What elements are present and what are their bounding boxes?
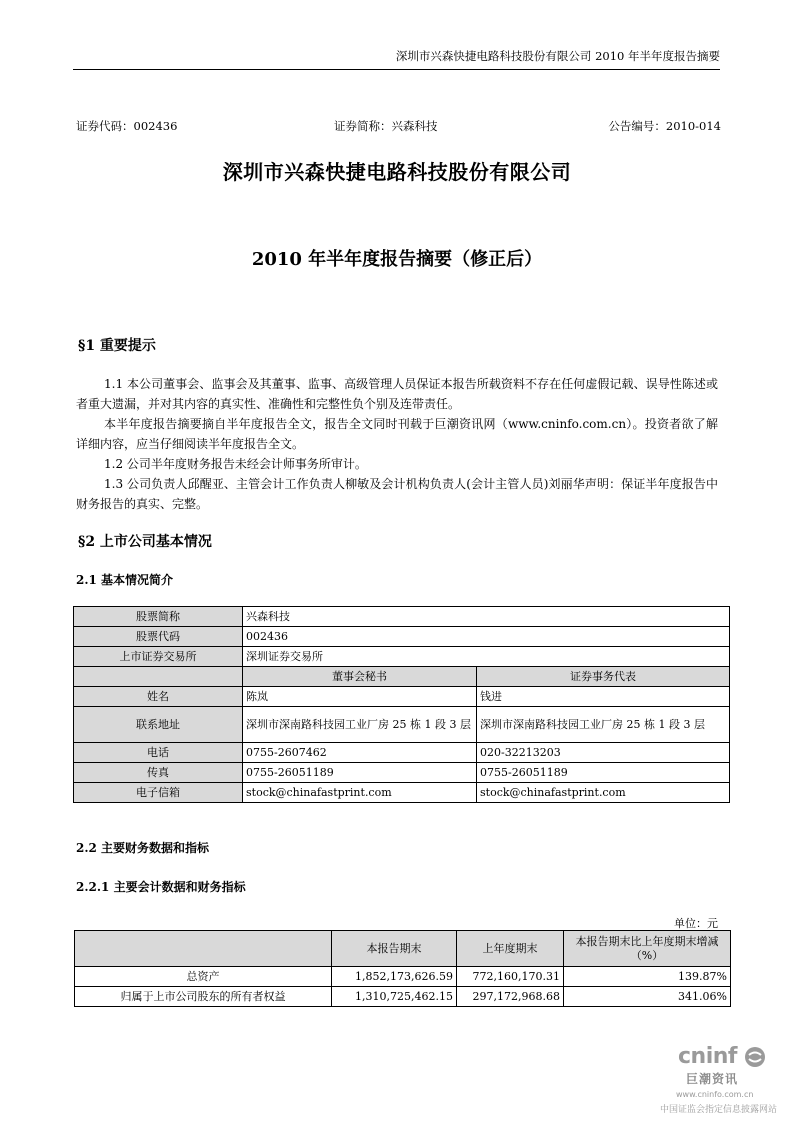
table-header-representative: 证券事务代表	[477, 667, 730, 687]
table-cell: 深圳市深南路科技园工业厂房 25 栋 1 段 3 层	[243, 707, 477, 743]
table-cell: 1,310,725,462.15	[332, 987, 457, 1007]
table-header: 本报告期末比上年度期末增减（%）	[564, 931, 731, 967]
subsection-2-2-1: 2.2.1 主要会计数据和财务指标	[76, 880, 246, 894]
company-title: 深圳市兴森快捷电路科技股份有限公司	[222, 160, 572, 184]
table-row	[75, 967, 731, 987]
security-meta	[76, 118, 721, 134]
table-cell: 341.06%	[564, 987, 731, 1007]
table-label: 上市证券交易所	[74, 647, 243, 667]
paragraph-1-1: 1.1 本公司董事会、监事会及其董事、监事、高级管理人员保证本报告所载资料不存在任何虚假记载、误导性陈述或者重大遗漏，并对其内容的真实性、准确性和完整性负个别及连带责任。	[76, 377, 718, 411]
table-cell: 0755-2607462	[243, 743, 477, 763]
cninfo-watermark	[660, 1044, 790, 1120]
table-header: 本报告期末	[332, 931, 457, 967]
table-row	[75, 987, 731, 1007]
running-header	[73, 48, 720, 70]
table-cell: stock@chinafastprint.com	[477, 783, 730, 803]
table-cell: 020-32213203	[477, 743, 730, 763]
table-row	[74, 627, 730, 647]
paragraph-1-2: 1.2 公司半年度财务报告未经会计师事务所审计。	[104, 457, 367, 471]
table-row	[74, 707, 730, 743]
cninfo-brand: cninf	[678, 1044, 737, 1069]
table-label: 联系地址	[74, 707, 243, 743]
paragraph-1-3: 1.3 公司负责人邱醒亚、主管会计工作负责人柳敏及会计机构负责人(会计主管人员)刘丽华声明：保证半年度报告中财务报告的真实、完整。	[76, 477, 718, 511]
table-label: 归属于上市公司股东的所有者权益	[75, 987, 332, 1007]
unit-label: 单位：元	[674, 917, 718, 930]
cninfo-logo-icon	[744, 1046, 766, 1068]
table-header: 上年度期末	[457, 931, 564, 967]
cninfo-slogan: 中国证监会指定信息披露网站	[660, 1105, 778, 1115]
running-header-text: 深圳市兴森快捷电路科技股份有限公司 2010 年半年度报告摘要	[395, 49, 720, 63]
table-label: 传真	[74, 763, 243, 783]
section1-heading: §1 重要提示	[78, 338, 156, 354]
table-row	[75, 931, 731, 967]
table-cell: 139.87%	[564, 967, 731, 987]
table-cell: 772,160,170.31	[457, 967, 564, 987]
table-row	[74, 647, 730, 667]
table-cell: 陈岚	[243, 687, 477, 707]
table-row	[74, 687, 730, 707]
table-cell: 002436	[243, 627, 730, 647]
table-row	[74, 607, 730, 627]
table-row	[74, 763, 730, 783]
table-label: 股票代码	[74, 627, 243, 647]
table-row	[74, 783, 730, 803]
table-cell: 钱进	[477, 687, 730, 707]
table-blank	[74, 667, 243, 687]
subsection-2-2: 2.2 主要财务数据和指标	[76, 841, 210, 855]
table-cell: 297,172,968.68	[457, 987, 564, 1007]
table-label: 股票简称	[74, 607, 243, 627]
cninfo-brand-cn: 巨潮资讯	[686, 1072, 739, 1086]
security-code: 证券代码：002436	[76, 119, 178, 133]
table-cell: stock@chinafastprint.com	[243, 783, 477, 803]
table-cell: 深圳证券交易所	[243, 647, 730, 667]
notice-number: 公告编号：2010-014	[608, 119, 721, 133]
table-cell: 0755-26051189	[243, 763, 477, 783]
report-title: 2010 年半年度报告摘要（修正后）	[251, 249, 543, 270]
table-row	[74, 743, 730, 763]
table-label: 电子信箱	[74, 783, 243, 803]
table-cell: 1,852,173,626.59	[332, 967, 457, 987]
table-cell: 0755-26051189	[477, 763, 730, 783]
table-header-secretary: 董事会秘书	[243, 667, 477, 687]
table-label: 姓名	[74, 687, 243, 707]
security-abbr: 证券简称：兴森科技	[334, 119, 438, 133]
table-row	[74, 667, 730, 687]
subsection-2-1: 2.1 基本情况简介	[76, 573, 174, 587]
section2-heading: §2 上市公司基本情况	[78, 534, 212, 550]
table-label: 电话	[74, 743, 243, 763]
table-cell: 兴森科技	[243, 607, 730, 627]
financial-table	[74, 930, 731, 1007]
paragraph-cninfo: 本半年度报告摘要摘自半年度报告全文，报告全文同时刊载于巨潮资讯网（www.cninfo.com.cn）。投资者欲了解详细内容，应当仔细阅读半年度报告全文。	[76, 417, 718, 451]
table-cell: 深圳市深南路科技园工业厂房 25 栋 1 段 3 层	[477, 707, 730, 743]
table-blank	[75, 931, 332, 967]
basic-info-table	[73, 606, 730, 803]
table-label: 总资产	[75, 967, 332, 987]
cninfo-url: www.cninfo.com.cn	[676, 1090, 754, 1099]
